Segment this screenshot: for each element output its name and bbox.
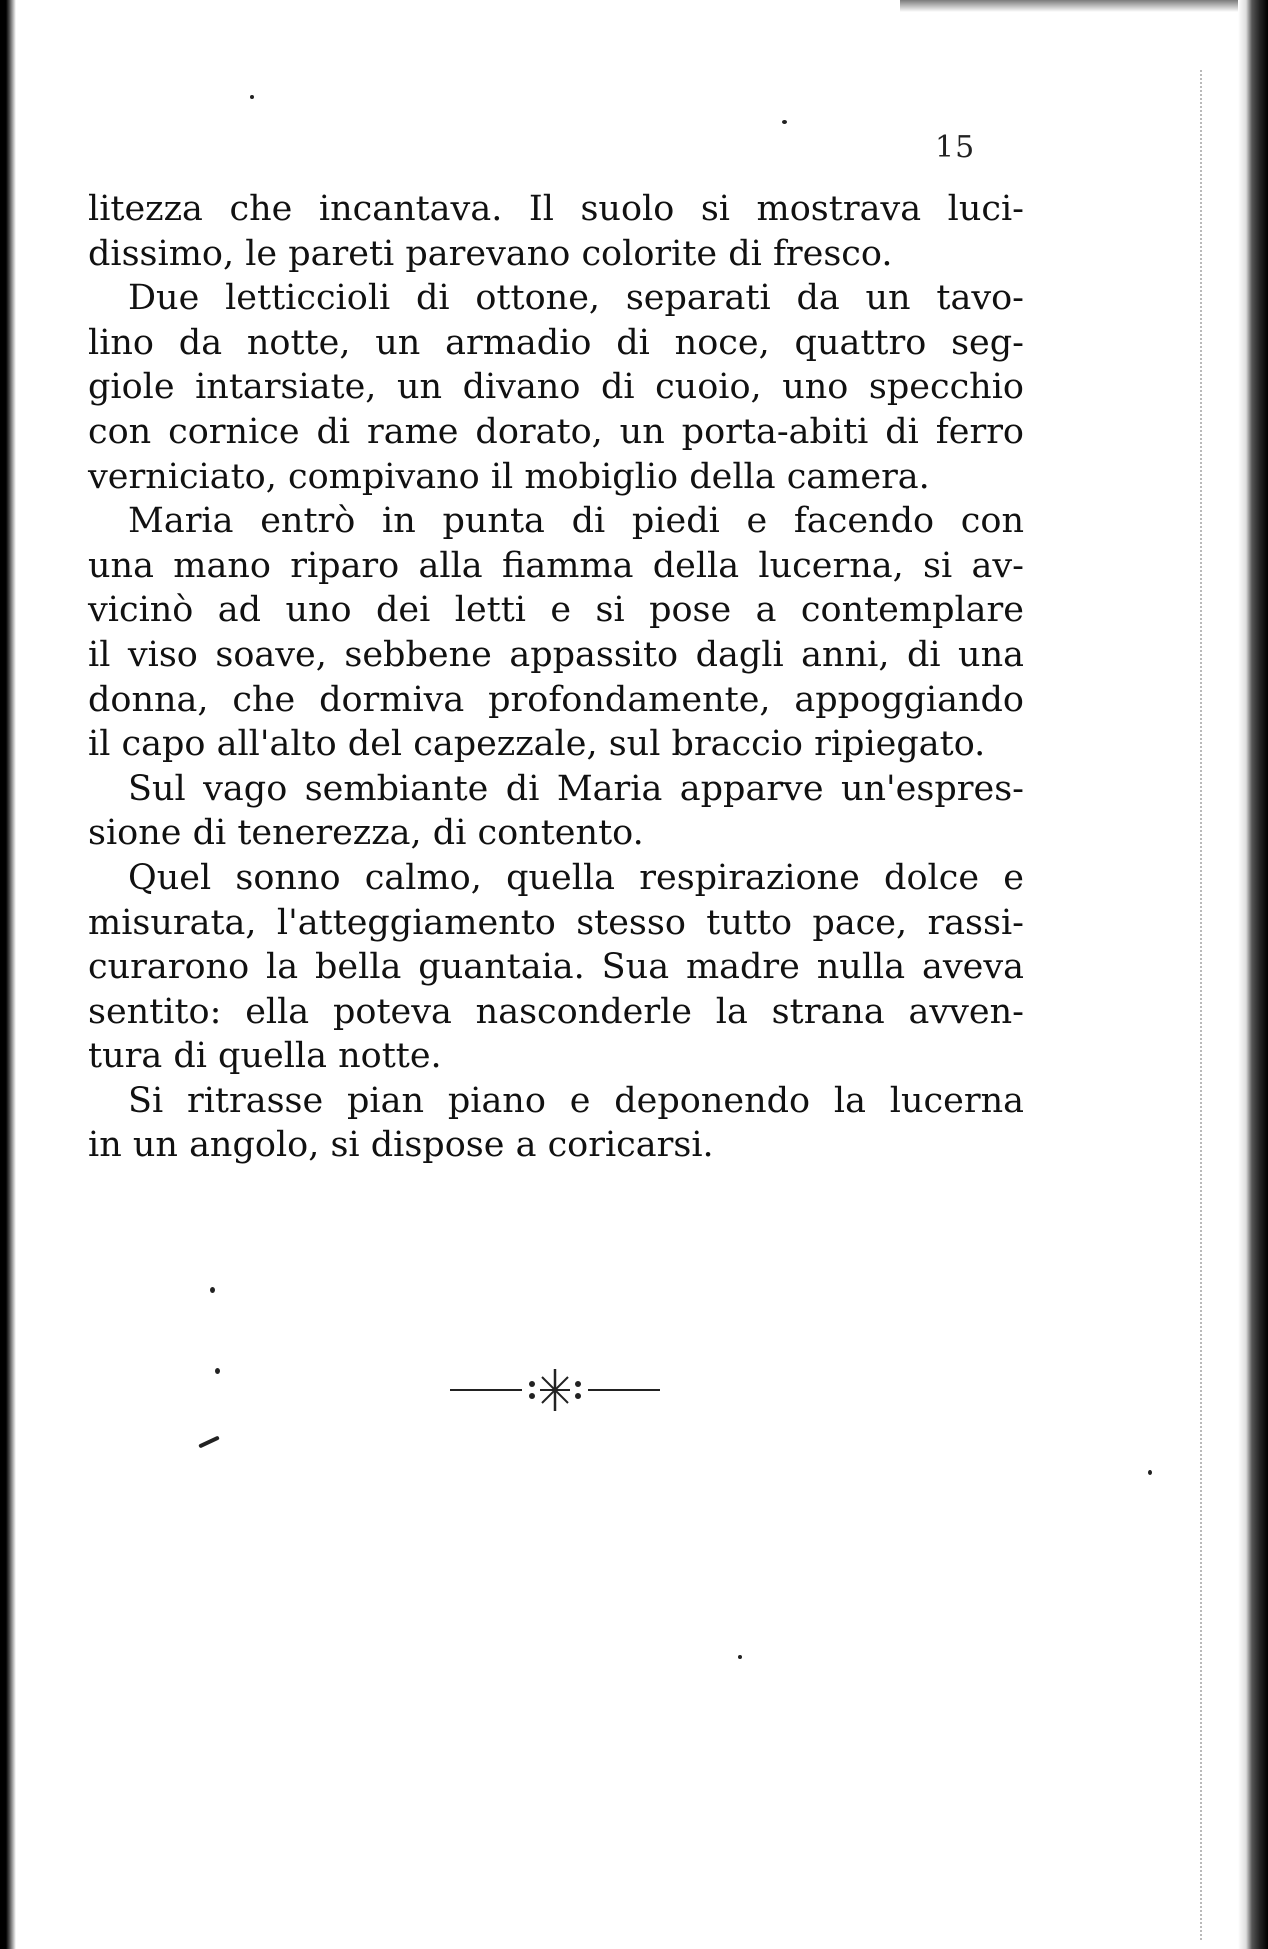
text-line: sentito: ella poteva nasconderle la strana avven- [88,991,1024,1032]
text-line: con cornice di rame dorato, un porta-abiti di ferro [88,411,1024,452]
text-line: Sul vago sembiante di Maria apparve un'espres- [128,768,1024,809]
body-text [88,187,1024,1168]
scan-speck [250,95,254,99]
text-line: Quel sonno calmo, quella respirazione dolce e [128,857,1024,898]
text-line: Si ritrasse pian piano e deponendo la lucerna [128,1080,1024,1121]
text-line: giole intarsiate, un divano di cuoio, uno specchio [88,367,1024,408]
text-line: curarono la bella guantaia. Sua madre nulla aveva [88,947,1024,988]
scan-speck [738,1655,742,1659]
scan-speck [782,120,787,124]
text-line: donna, che dormiva profondamente, appoggiando [88,679,1024,720]
scan-speck [198,1436,220,1449]
text-line: in un angolo, si dispose a coricarsi. [88,1125,714,1166]
text-line: il capo all'alto del capezzale, sul braccio ripiegato. [88,724,986,765]
right-scan-edge [1238,0,1268,1949]
text-line: verniciato, compivano il mobiglio della camera. [88,456,930,497]
scan-speck [1148,1470,1152,1475]
scan-speck [210,1287,215,1293]
page-number: 15 [935,130,976,165]
top-scan-edge [900,0,1268,12]
left-scan-edge [0,0,16,1949]
gutter-marks [1200,70,1242,1940]
text-line: Due letticcioli di ottone, separati da un tavo- [128,278,1024,319]
text-line: Maria entrò in punta di piedi e facendo con [128,501,1024,542]
text-line: tura di quella notte. [88,1036,442,1077]
scan-speck [215,1368,220,1374]
text-line: misurata, l'atteggiamento stesso tutto pace, rassi- [88,902,1024,943]
text-line: sione di tenerezza, di contento. [88,813,644,854]
text-line: vicinò ad uno dei letti e si pose a contemplare [88,590,1024,631]
text-line: una mano riparo alla fiamma della lucerna, si av- [88,545,1024,586]
text-line: il viso soave, sebbene appassito dagli anni, di una [88,634,1024,675]
section-end-ornament-icon [450,1365,660,1415]
text-line: dissimo, le pareti parevano colorite di fresco. [88,233,893,274]
text-line: litezza che incantava. Il suolo si mostrava luci- [88,189,1024,229]
text-line: lino da notte, un armadio di noce, quattro seg- [88,322,1024,363]
